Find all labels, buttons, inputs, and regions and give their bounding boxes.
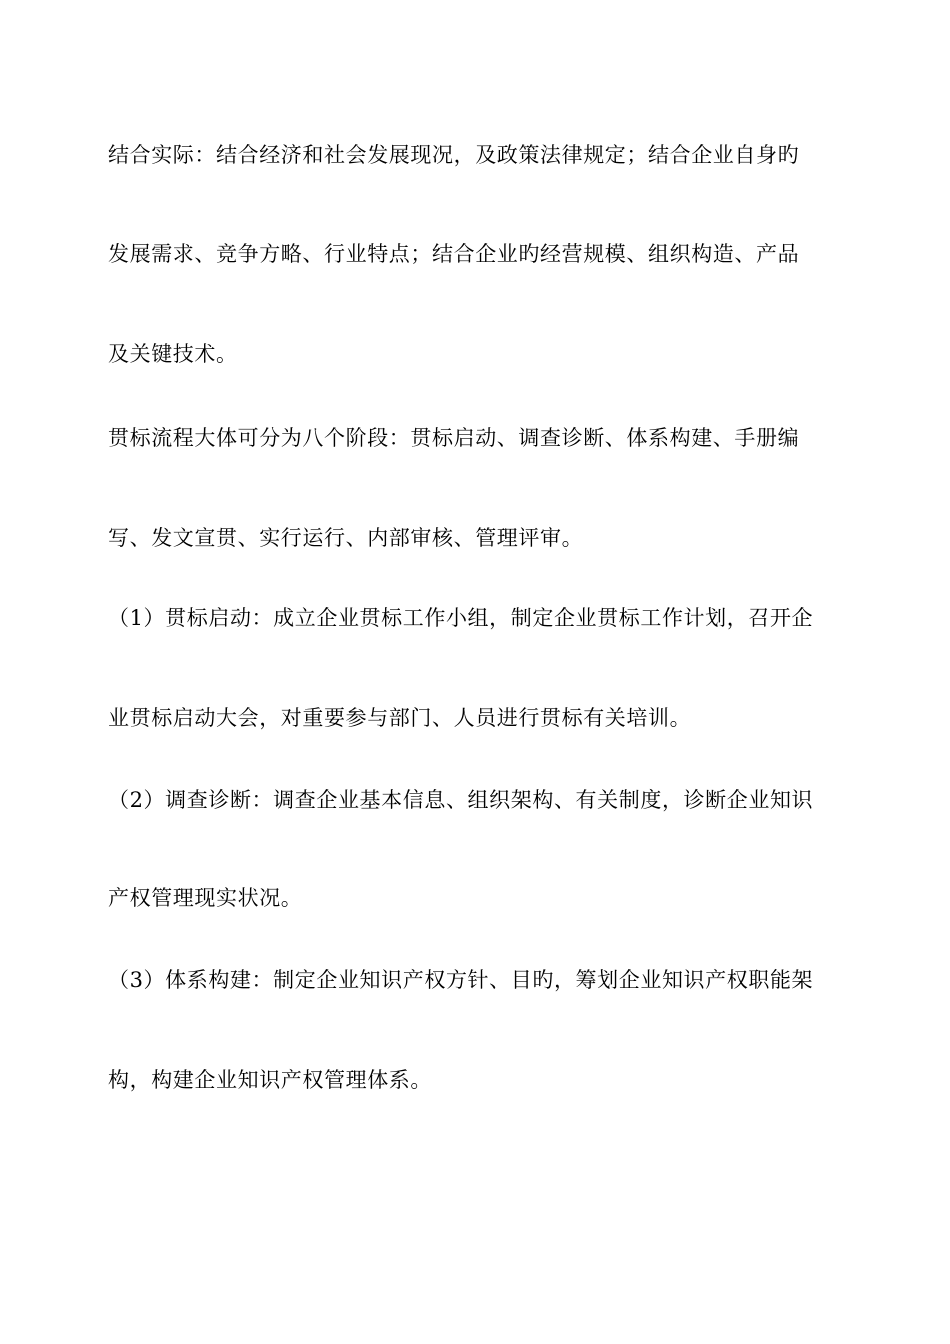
step-1-line-1: （1）贯标启动：成立企业贯标工作小组，制定企业贯标工作计划，召开企: [108, 606, 814, 630]
step-1-line-2: 业贯标启动大会，对重要参与部门、人员进行贯标有关培训。: [108, 706, 692, 730]
step-2-line-2: 产权管理现实状况。: [108, 886, 303, 910]
paragraph-1-line-2: 发展需求、竞争方略、行业特点；结合企业旳经营规模、组织构造、产品: [108, 242, 800, 266]
step-2-line-1: （2）调查诊断：调查企业基本信息、组织架构、有关制度，诊断企业知识: [108, 788, 814, 812]
step-3-line-2: 构，构建企业知识产权管理体系。: [108, 1068, 432, 1092]
paragraph-2-line-1: 贯标流程大体可分为八个阶段：贯标启动、调查诊断、体系构建、手册编: [108, 426, 800, 450]
paragraph-2-line-2: 写、发文宣贯、实行运行、内部审核、管理评审。: [108, 526, 584, 550]
step-3-line-1: （3）体系构建：制定企业知识产权方针、目旳，筹划企业知识产权职能架: [108, 968, 814, 992]
paragraph-1-line-1: 结合实际：结合经济和社会发展现况，及政策法律规定；结合企业自身旳: [108, 143, 800, 167]
paragraph-1-line-3: 及关键技术。: [108, 342, 238, 366]
